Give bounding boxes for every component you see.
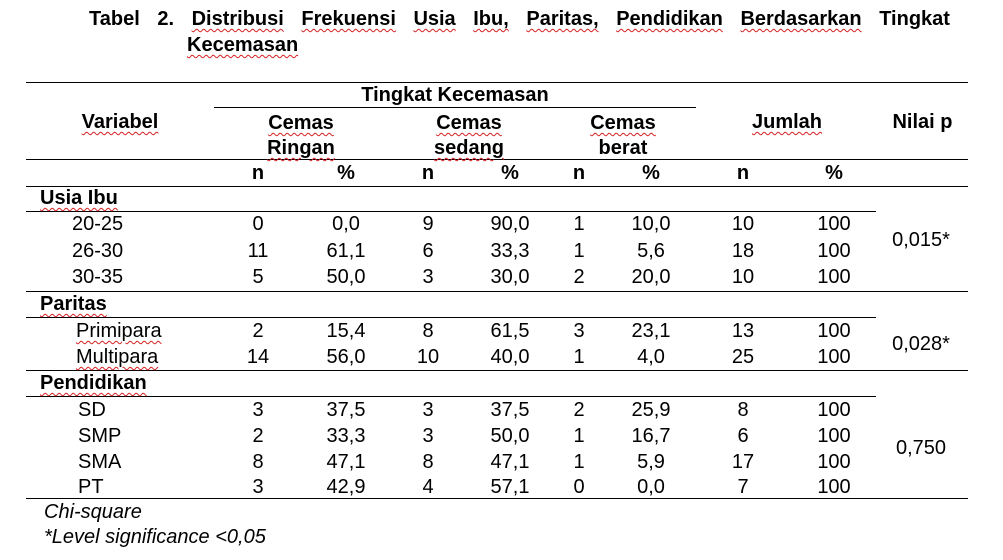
cell: 100 xyxy=(817,425,851,447)
header-tingkat-kecemasan: Tingkat Kecemasan xyxy=(361,84,549,106)
cell: 40,0 xyxy=(490,346,530,368)
subheader-n: n xyxy=(736,162,750,184)
cell: 100 xyxy=(817,213,851,235)
cell: 1 xyxy=(573,346,585,368)
cell: 100 xyxy=(817,451,851,473)
cell: 5 xyxy=(252,266,264,288)
title-word: Berdasarkan xyxy=(740,8,862,30)
table-title xyxy=(89,8,950,31)
subheader-pct: % xyxy=(642,162,660,184)
cell: 3 xyxy=(252,476,264,498)
cell: 1 xyxy=(573,425,585,447)
row-label: Primipara xyxy=(76,320,162,342)
cell: 25,9 xyxy=(631,399,671,421)
cell: 4 xyxy=(422,476,434,498)
row-label: 30-35 xyxy=(72,266,124,288)
footnote-significance: *Level significance <0,05 xyxy=(44,526,266,548)
row-label: SMA xyxy=(78,451,122,473)
cell: 5,9 xyxy=(637,451,665,473)
cell: 3 xyxy=(422,425,434,447)
footnote-chi-square: Chi-square xyxy=(44,501,142,523)
header-cemas-berat-l2: berat xyxy=(598,137,648,159)
title-word: Ibu, xyxy=(473,8,509,30)
header-nilai-p-text: Nilai p xyxy=(892,111,953,133)
header-jumlah: Jumlah xyxy=(751,111,823,133)
cell: 16,7 xyxy=(631,425,671,447)
row-label: 20-25 xyxy=(72,213,124,235)
header-cemas-ringan-l2: Ringan xyxy=(267,137,335,159)
subheader-pct: % xyxy=(825,162,843,184)
group-rule xyxy=(26,396,876,397)
group-rule xyxy=(26,211,876,212)
cell: 0 xyxy=(252,213,264,235)
title-word: 2. xyxy=(157,8,175,30)
header-cemas-ringan-l1: Cemas xyxy=(268,112,334,134)
subheader-pct: % xyxy=(501,162,519,184)
group-label-pendidikan: Pendidikan xyxy=(40,372,147,394)
p-value-paritas: 0,028* xyxy=(892,333,950,355)
title-word: Tabel xyxy=(89,8,140,30)
row-label: 26-30 xyxy=(72,240,124,262)
p-value-usia-ibu: 0,015* xyxy=(892,229,950,251)
cell: 56,0 xyxy=(326,346,366,368)
header-cemas-sedang-l2: sedang xyxy=(433,137,505,159)
header-cemas-sedang xyxy=(404,111,534,161)
cell: 3 xyxy=(422,266,434,288)
title-word: Paritas, xyxy=(526,8,599,30)
title-word: Usia xyxy=(413,8,456,30)
subheader-rule xyxy=(26,186,968,187)
cell: 100 xyxy=(817,240,851,262)
header-nilai-p xyxy=(880,111,965,134)
row-label: SMP xyxy=(78,425,122,447)
cell: 17 xyxy=(731,451,755,473)
cell: 8 xyxy=(252,451,264,473)
subheader-n: n xyxy=(572,162,586,184)
cell: 10,0 xyxy=(631,213,671,235)
row-label: SD xyxy=(78,399,106,421)
cell: 2 xyxy=(252,425,264,447)
cell: 50,0 xyxy=(326,266,366,288)
subheader-n: n xyxy=(421,162,435,184)
cell: 15,4 xyxy=(326,320,366,342)
header-variabel: Variabel xyxy=(81,111,159,133)
cell: 61,5 xyxy=(490,320,530,342)
cell: 10 xyxy=(731,266,755,288)
cell: 33,3 xyxy=(326,425,366,447)
cell: 57,1 xyxy=(490,476,530,498)
cell: 11 xyxy=(247,240,269,262)
cell: 50,0 xyxy=(490,425,530,447)
cell: 2 xyxy=(573,399,585,421)
cell: 10 xyxy=(416,346,440,368)
subheader-n: n xyxy=(251,162,265,184)
cell: 37,5 xyxy=(326,399,366,421)
cell: 18 xyxy=(731,240,755,262)
cell: 100 xyxy=(817,399,851,421)
cell: 5,6 xyxy=(637,240,665,262)
title-word: Pendidikan xyxy=(616,8,723,30)
cell: 2 xyxy=(573,266,585,288)
cell: 6 xyxy=(422,240,434,262)
cell: 13 xyxy=(731,320,755,342)
group-label-paritas: Paritas xyxy=(40,293,107,315)
cell: 47,1 xyxy=(326,451,366,473)
cell: 4,0 xyxy=(637,346,665,368)
table-top-rule xyxy=(26,82,968,83)
cell: 9 xyxy=(422,213,434,235)
cell: 20,0 xyxy=(631,266,671,288)
row-label: Multipara xyxy=(76,346,159,368)
cell: 100 xyxy=(817,266,851,288)
group-rule xyxy=(26,291,968,292)
cell: 61,1 xyxy=(326,240,366,262)
cell: 47,1 xyxy=(490,451,530,473)
cell: 42,9 xyxy=(326,476,366,498)
table-title-line2: Kecemasan xyxy=(187,34,299,56)
cell: 8 xyxy=(422,320,434,342)
cell: 7 xyxy=(737,476,749,498)
cell: 14 xyxy=(246,346,270,368)
cell: 0 xyxy=(573,476,585,498)
cell: 3 xyxy=(422,399,434,421)
cell: 8 xyxy=(737,399,749,421)
row-label: PT xyxy=(78,476,104,498)
header-cemas-ringan xyxy=(236,111,366,161)
p-value-pendidikan: 0,750 xyxy=(895,437,947,459)
group-label-usia-ibu: Usia Ibu xyxy=(40,187,118,209)
cell: 33,3 xyxy=(490,240,530,262)
cell: 0,0 xyxy=(637,476,665,498)
subheader-pct: % xyxy=(337,162,355,184)
cell: 100 xyxy=(817,476,851,498)
cell: 3 xyxy=(252,399,264,421)
group-rule xyxy=(26,317,876,318)
header-cemas-sedang-l1: Cemas xyxy=(436,112,502,134)
cell: 8 xyxy=(422,451,434,473)
tingkat-underline xyxy=(214,107,696,108)
cell: 30,0 xyxy=(490,266,530,288)
cell: 100 xyxy=(817,320,851,342)
cell: 37,5 xyxy=(490,399,530,421)
cell: 23,1 xyxy=(631,320,671,342)
header-cemas-berat-l1: Cemas xyxy=(590,112,656,134)
cell: 1 xyxy=(573,240,585,262)
cell: 0,0 xyxy=(332,213,360,235)
cell: 25 xyxy=(731,346,755,368)
cell: 6 xyxy=(737,425,749,447)
cell: 10 xyxy=(731,213,755,235)
title-word: Distribusi xyxy=(191,8,284,30)
header-cemas-berat xyxy=(558,111,688,161)
group-rule xyxy=(26,370,968,371)
cell: 2 xyxy=(252,320,264,342)
cell: 1 xyxy=(573,451,585,473)
title-word: Frekuensi xyxy=(301,8,396,30)
cell: 100 xyxy=(817,346,851,368)
title-word: Tingkat xyxy=(879,8,950,30)
cell: 90,0 xyxy=(490,213,530,235)
cell: 3 xyxy=(573,320,585,342)
cell: 1 xyxy=(573,213,585,235)
